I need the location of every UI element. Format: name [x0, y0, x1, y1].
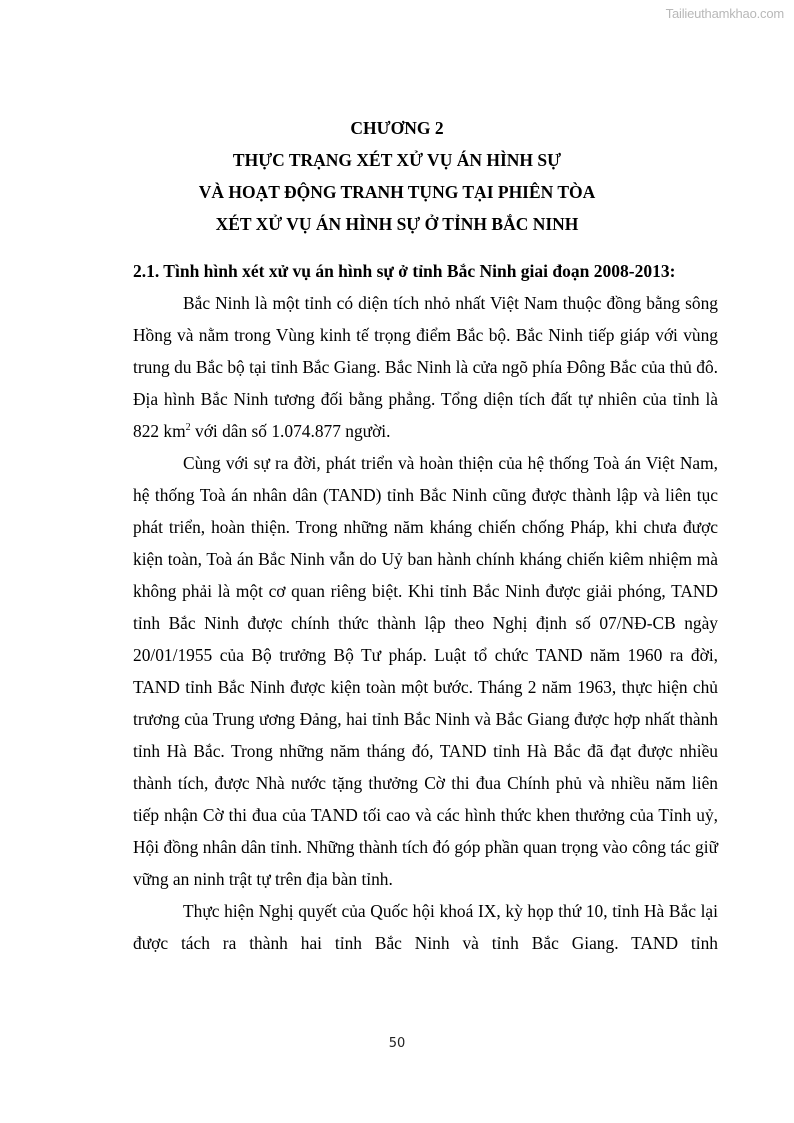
- page-number: 50: [388, 1036, 406, 1051]
- paragraph-province-split: Thực hiện Nghị quyết của Quốc hội khoá IX, kỳ họp thứ 10, tỉnh Hà Bắc lại được tách ra thành hai tỉnh Bắc Ninh và tỉnh Bắc Giang. TAND tỉnh: [133, 901, 718, 953]
- paragraph-text: Bắc Ninh là một tỉnh có diện tích nhỏ nhất Việt Nam thuộc đồng bằng sông Hồng và nằm trong Vùng kinh tế trọng điểm Bắc bộ. Bắc Ninh tiếp giáp với vùng trung du Bắc bộ tại tỉnh Bắc Giang. Bắc Ninh là cửa ngõ phía Đông Bắc của thủ đô. Địa hình Bắc Ninh tương đối bằng phẳng. Tổng diện tích đất tự nhiên của tỉnh là 822 km: [133, 293, 718, 441]
- chapter-title-line: THỰC TRẠNG XÉT XỬ VỤ ÁN HÌNH SỰ: [232, 150, 562, 170]
- chapter-title-line: XÉT XỬ VỤ ÁN HÌNH SỰ Ở TỈNH BẮC NINH: [215, 214, 579, 234]
- paragraph-geography: [133, 287, 718, 447]
- body-text: [133, 287, 718, 959]
- watermark: Tailieuthamkhao.com: [665, 6, 784, 21]
- section-heading: 2.1. Tình hình xét xử vụ án hình sự ở tỉnh Bắc Ninh giai đoạn 2008-2013:: [133, 261, 676, 281]
- chapter-heading: [0, 112, 794, 240]
- chapter-number: CHƯƠNG 2: [350, 118, 444, 138]
- chapter-title-line: VÀ HOẠT ĐỘNG TRANH TỤNG TẠI PHIÊN TÒA: [198, 182, 596, 202]
- superscript: 2: [185, 422, 191, 434]
- paragraph-court-history: Cùng với sự ra đời, phát triển và hoàn thiện của hệ thống Toà án Việt Nam, hệ thống Toà án nhân dân (TAND) tỉnh Bắc Ninh cũng được thành lập và liên tục phát triển, hoàn thiện. Trong những năm kháng chiến chống Pháp, khi chưa được kiện toàn, Toà án Bắc Ninh vẫn do Uỷ ban hành chính kháng chiến kiêm nhiệm mà không phải là một cơ quan riêng biệt. Khi tỉnh Bắc Ninh được giải phóng, TAND tỉnh Bắc Ninh được chính thức thành lập theo Nghị định số 07/NĐ-CB ngày 20/01/1955 của Bộ trưởng Bộ Tư pháp. Luật tổ chức TAND năm 1960 ra đời, TAND tỉnh Bắc Ninh được kiện toàn một bước. Tháng 2 năm 1963, thực hiện chủ trương của Trung ương Đảng, hai tỉnh Bắc Ninh và Bắc Giang được hợp nhất thành tỉnh Hà Bắc. Trong những năm tháng đó, TAND tỉnh Hà Bắc đã đạt được nhiều thành tích, được Nhà nước tặng thưởng Cờ thi đua Chính phủ và nhiều năm liên tiếp nhận Cờ thi đua của TAND tối cao và các hình thức khen thưởng của Tỉnh uỷ, Hội đồng nhân dân tỉnh. Những thành tích đó góp phần quan trọng vào công tác giữ vững an ninh trật tự trên địa bàn tỉnh.: [133, 453, 718, 889]
- paragraph-text: với dân số 1.074.877 người.: [190, 421, 391, 441]
